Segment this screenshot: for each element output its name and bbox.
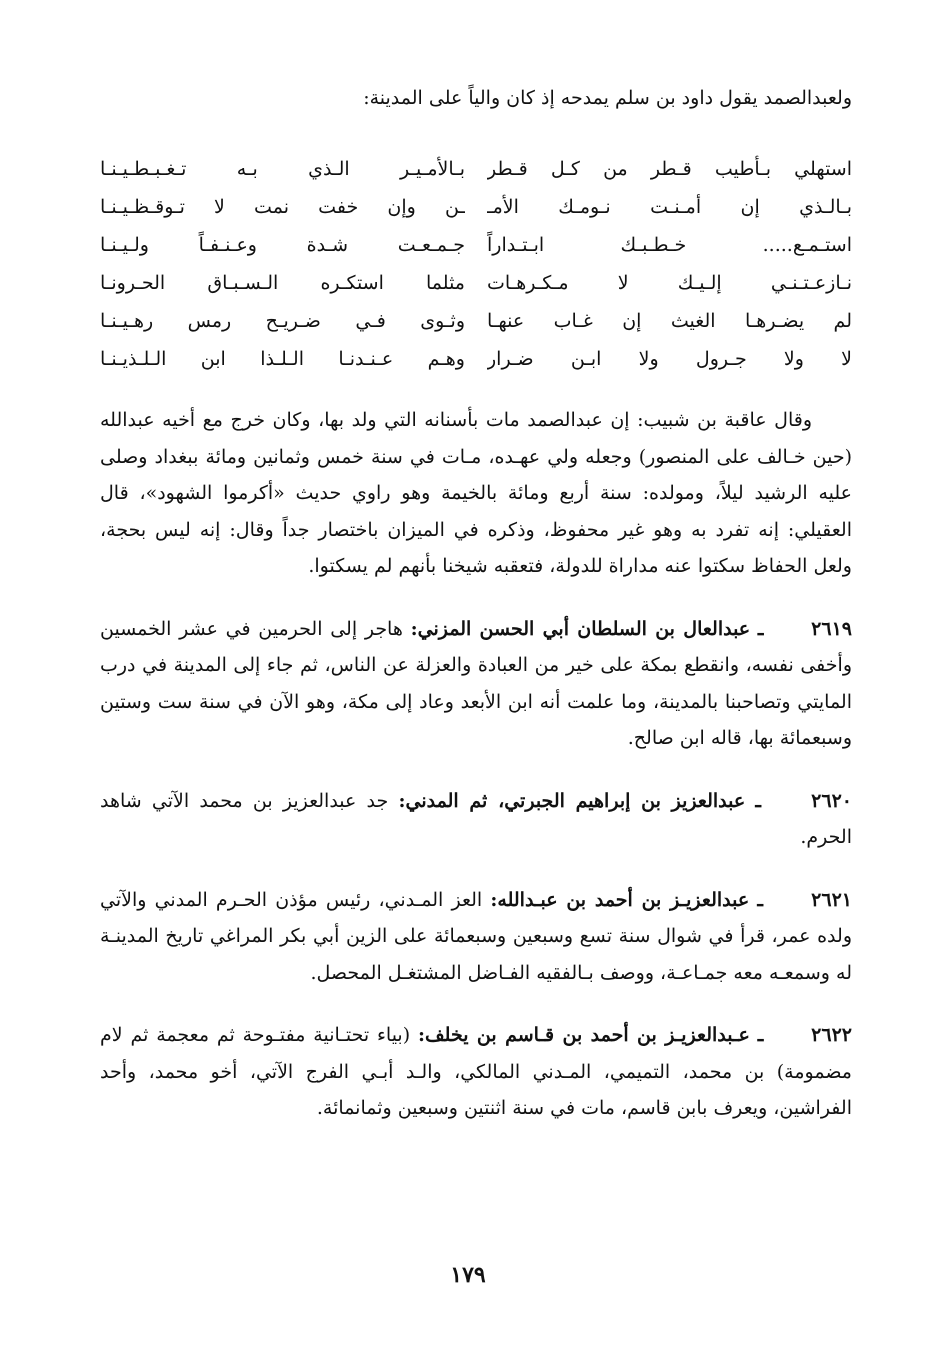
entry-number: ٢٦٢١ — [811, 888, 852, 911]
verse-second-hemistich: بـالأمـيـر الـذي بـه تـغـبـطـيـنـا — [100, 158, 465, 180]
entry-number: ٢٦٢٠ — [811, 789, 852, 812]
page-content — [100, 80, 852, 1153]
verse-first-hemistich: بـالـذي إن أمـنـت نـومـك الأمـ — [487, 196, 852, 218]
verse-second-hemistich: مثلما استكـره الـسـبـاق الحـرونـا — [100, 272, 465, 294]
entry-2622 — [100, 1017, 852, 1127]
poem-verse — [100, 188, 852, 226]
verse-first-hemistich: استهلي بـأطيب قـطر من كـل قـطر — [487, 158, 852, 180]
poem-verse — [100, 226, 852, 264]
entry-dash: ـ — [757, 888, 763, 911]
entry-2620 — [100, 783, 852, 856]
poem-verse — [100, 302, 852, 340]
entry-name: عبدالعزيـز بن أحمد بن عبـدالله: — [490, 888, 750, 911]
entry-number: ٢٦٢٢ — [811, 1024, 852, 1046]
entry-text: (بياء تحتـانية مفتـوحة ثم معجمة ثم لام مضمومة) بن محمد، التميمي، المـدني المالكي، والـد أبـي الفرج الآتي، أخو محمد، وأحد الفراشين، ويعرف بابن قاسم، مات في سنة اثنتين وسبعين وثمانمائة. — [100, 1024, 852, 1119]
entry-name: عـبدالعزيـز بن أحمد بن قـاسم بن يخلف: — [417, 1024, 750, 1046]
entry-text: جد عبدالعزيز بن محمد الآتي شاهد الحرم. — [100, 789, 852, 848]
poem-verse — [100, 150, 852, 188]
poem — [100, 150, 852, 382]
entry-number: ٢٦١٩ — [811, 617, 852, 640]
intro-line: ولعبدالصمد يقول داود بن سلم يمدحه إذ كان والياً على المدينة: — [363, 87, 852, 109]
narrative-paragraph — [100, 402, 852, 585]
verse-first-hemistich: استـمـع..... خـطـبـك ابـتـداراً — [487, 234, 852, 256]
verse-second-hemistich: وثـوى فـي ضـريـح رمس رهـيـنـا — [100, 310, 465, 332]
entry-text: العز المـدني، رئيس مؤذن الحـرم المدني والآتي ولده عمر، قرأ في شوال سنة تسع وسبعين وسبعمائة على الزين أبي بكر المراغي تاريخ المدينـة له وسمعـه معه جمـاعـة، ووصف بـالفقيه الفـاضل المشتغـل المحصل. — [100, 888, 852, 984]
verse-first-hemistich: نـازعـتـنـي إلـيـك لا مـكـرهـات — [487, 272, 852, 294]
poem-verse — [100, 264, 852, 302]
narrative-text: وقال عاقبة بن شبيب: إن عبدالصمد مات بأسنانه التي ولد بها، وكان خرج مع أخيه عبدالله (حين خـالف على المنصور) وجعله ولي عهـده، مـات في سنة خمس وثمانين ومائة ببغداد وصلى عليه الرشيد ليلاً، ومولده: سنة أربع ومائة بالخيمة وهو راوي حديث «أكرموا الشهود»، قال العقيلي: إنه تفرد به وهو غير محفوظ، وذكره في الميزان باختصار جداً وقال: إنه ليس بحجة، ولعل الحفاظ سكتوا عنه مداراة للدولة، فتعقبه شيخنا بأنهم لم يسكتوا. — [100, 409, 852, 577]
verse-second-hemistich: جـمـعـت شـدة وعـنـفـاً ولـيـنـا — [100, 234, 465, 256]
page-number: ١٧٩ — [450, 1262, 486, 1288]
entry-text: هاجر إلى الحرمين في عشر الخمسين وأخفى نفسه، وانقطع بمكة على خير من العبادة والعزلة عن الناس، ثم جاء إلى المدينة في درب المايتي وتصاحبنا بالمدينة، وما علمت أنه ابن الأبعد وعاد إلى مكة، وهو الآن في سنة ست وستين وسبعمائة بها، قاله ابن صالح. — [100, 617, 852, 749]
verse-second-hemistich: ـن وإن خفت نمت لا تـوقـظـيـنـا — [100, 196, 465, 218]
verse-first-hemistich: لم يضـرهـا الغيث إن غـاب عنهـا — [487, 310, 852, 332]
entry-2619 — [100, 611, 852, 757]
entry-2621 — [100, 882, 852, 992]
verse-second-hemistich: وهـم عـنـدنـا الـلـذا ابن الـلـذيـنـا — [100, 348, 465, 370]
entry-name: عبدالعال بن السلطان أبي الحسن المزني: — [410, 617, 751, 640]
entry-dash: ـ — [757, 617, 764, 640]
entry-dash: ـ — [755, 789, 761, 812]
entry-dash: ـ — [757, 1024, 764, 1046]
poem-verse — [100, 340, 852, 378]
verse-first-hemistich: لا ولا جـرول ولا ابـن ضـرار — [487, 348, 852, 370]
entry-name: عبدالعزيز بن إبراهيم الجبرتي، ثم المدني: — [398, 789, 746, 812]
